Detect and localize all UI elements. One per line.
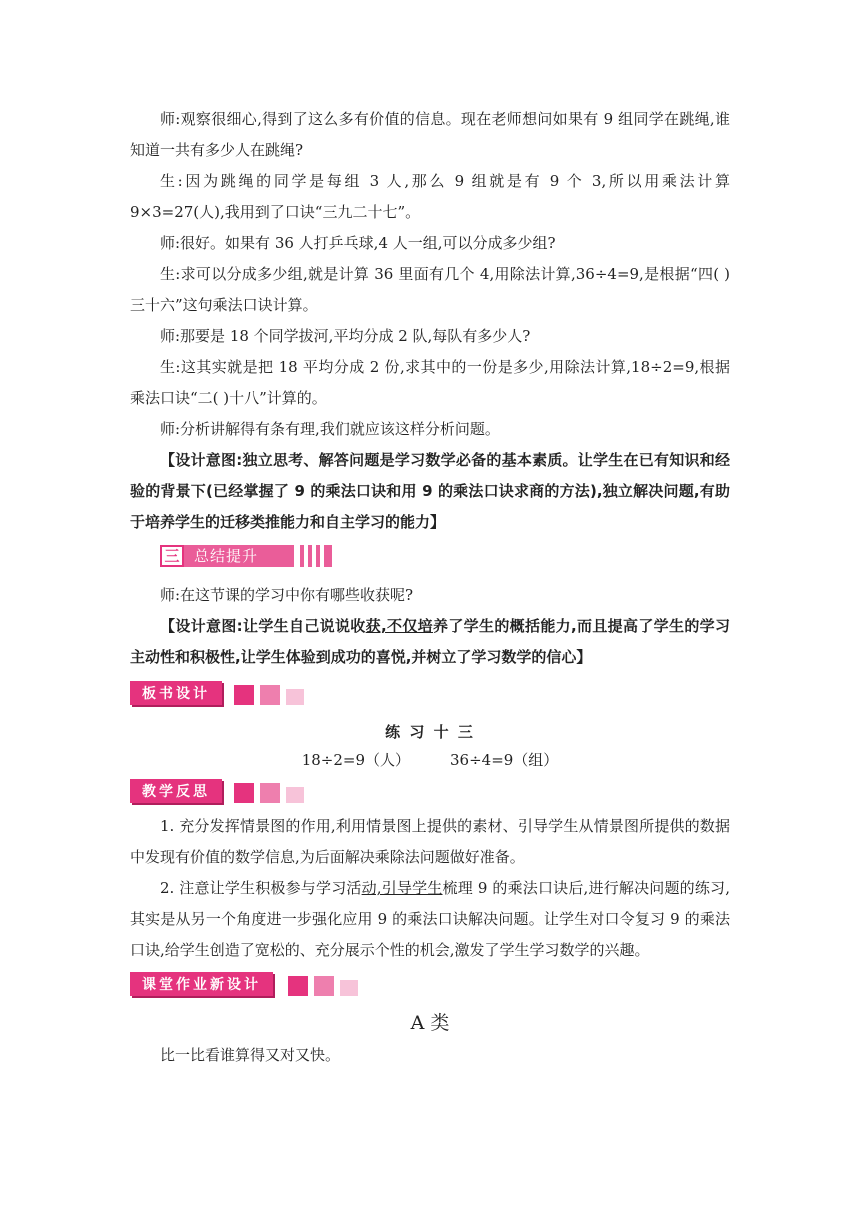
reflection-text: 2. 注意让学生积极参与学习活 <box>160 879 362 897</box>
section-title-bar <box>160 544 730 570</box>
board-title: 练 习 十 三 <box>385 723 475 741</box>
board-equation-2: 36÷4=9（组） <box>450 751 559 769</box>
decor-square <box>286 689 304 705</box>
decor-square <box>286 787 304 803</box>
decor-square <box>260 685 280 705</box>
homework-category: A 类 <box>410 1012 450 1034</box>
decor-square <box>234 783 254 803</box>
homework-header <box>130 972 730 998</box>
decor-tick <box>308 545 312 567</box>
dialogue-teacher-1: 师:观察很细心,得到了这么多有价值的信息。现在老师想问如果有 9 组同学在跳绳,谁知道一共有多少人在跳绳? <box>130 110 730 159</box>
reflection-header <box>130 779 730 805</box>
dialogue-teacher-4: 师:分析讲解得有条有理,我们就应该这样分析问题。 <box>160 420 500 438</box>
section-title: 总结提升 <box>184 545 294 567</box>
dialogue-student-2: 生:求可以分成多少组,就是计算 36 里面有几个 4,用除法计算,36÷4=9,是根据“四( )三十六”这句乘法口诀计算。 <box>130 265 730 314</box>
decor-square <box>234 685 254 705</box>
summary-question: 师:在这节课的学习中你有哪些收获呢? <box>160 586 414 604</box>
dialogue-teacher-2: 师:很好。如果有 36 人打乒乓球,4 人一组,可以分成多少组? <box>160 234 556 252</box>
decor-tick <box>316 545 320 567</box>
dialogue-teacher-3: 师:那要是 18 个同学拔河,平均分成 2 队,每队有多少人? <box>160 327 531 345</box>
section-number: 三 <box>160 545 184 567</box>
dialogue-student-3: 生:这其实就是把 18 平均分成 2 份,求其中的一份是多少,用除法计算,18÷2=9,根据乘法口诀“二( )十八”计算的。 <box>130 358 730 407</box>
decor-square <box>288 976 308 996</box>
board-design-tag: 板书设计 <box>130 681 222 705</box>
reflection-point-1: 1. 充分发挥情景图的作用,利用情景图上提供的素材、引导学生从情景图所提供的数据中发现有价值的数学信息,为后面解决乘除法问题做好准备。 <box>130 817 730 866</box>
reflection-text: 梳理 9 的乘法口诀后,进行解决问题的练习,其实是从另一个角度进一步强化应用 9 的乘法口诀解决问题。让学生对口令复习 9 的乘法口诀,给学生创造了宽松的、充分展示个性的机会,激发了学生学习数学的兴趣。 <box>130 879 730 959</box>
reflection-tag: 教学反思 <box>130 779 222 803</box>
intent-text: 【设计意图:让学生自己说说收 <box>160 617 366 635</box>
reflection-underlined: 动,引导学生 <box>361 879 443 897</box>
board-equations <box>130 747 730 773</box>
design-intent-2 <box>130 611 730 673</box>
dialogue-student-1: 生:因为跳绳的同学是每组 3 人,那么 9 组就是有 9 个 3,所以用乘法计算 9×3=27(人),我用到了口诀“三九二十七”。 <box>130 172 730 221</box>
design-intent-1: 【设计意图:独立思考、解答问题是学习数学必备的基本素质。让学生在已有知识和经验的背景下(已经掌握了 9 的乘法口诀和用 9 的乘法口诀求商的方法),独立解决问题,有助于培养学生的迁移类推能力和自主学习的能力】 <box>130 451 730 531</box>
intent-text: 养了学生的概括能力,而且提高了学生的学习主动性和积极性,让学生体验到成功的喜悦,并树立了学习数学的信心】 <box>130 617 730 666</box>
board-equation-1: 18÷2=9（人） <box>301 751 410 769</box>
reflection-point-2 <box>130 873 730 966</box>
decor-square <box>260 783 280 803</box>
homework-instruction: 比一比看谁算得又对又快。 <box>160 1046 341 1064</box>
decor-tick <box>300 545 304 567</box>
board-design-header <box>130 681 730 707</box>
homework-tag: 课堂作业新设计 <box>130 972 273 996</box>
intent-underlined: 获,不仅培 <box>365 617 433 635</box>
decor-tick <box>324 545 332 567</box>
content <box>130 104 730 1071</box>
decor-square <box>314 976 334 996</box>
decor-square <box>340 980 358 996</box>
